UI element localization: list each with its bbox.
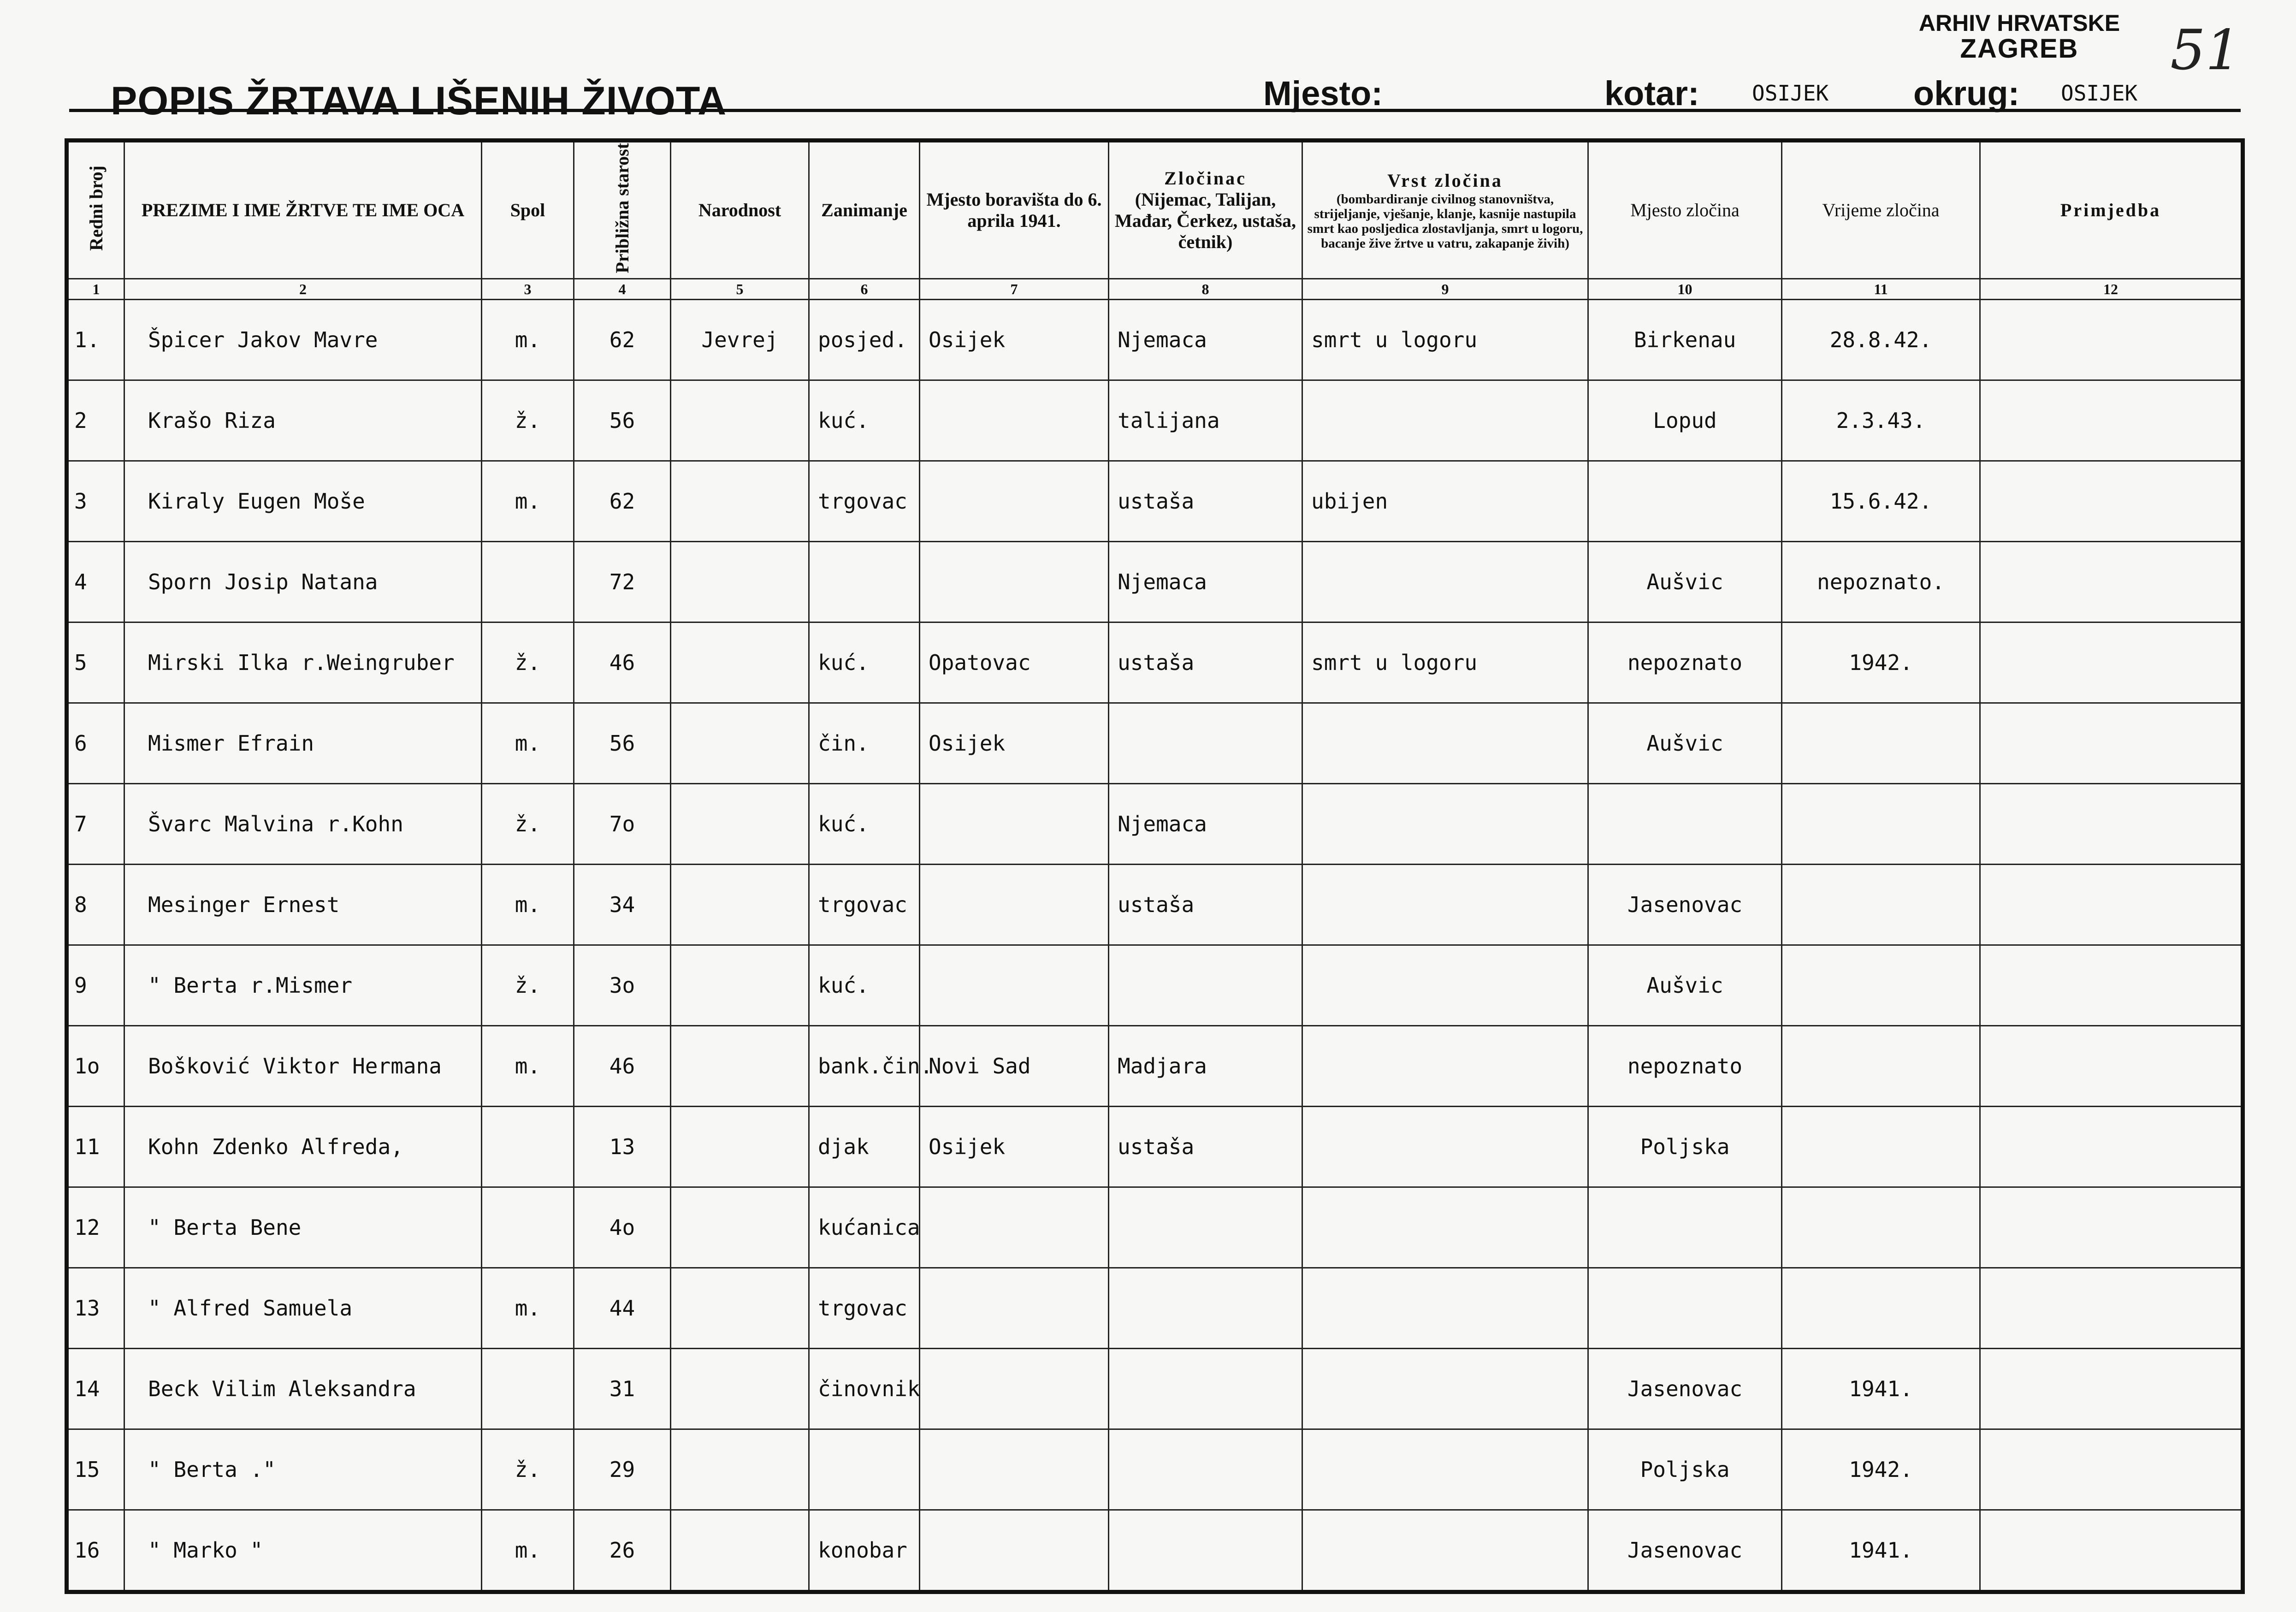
col-primjedba: Primjedba bbox=[1980, 141, 2243, 279]
age-cell: 31 bbox=[574, 1349, 671, 1429]
perpetrator-cell: Madjara bbox=[1109, 1026, 1302, 1107]
residence-cell bbox=[920, 945, 1109, 1026]
perpetrator-cell: Njemaca bbox=[1109, 542, 1302, 622]
row-number: 5 bbox=[67, 622, 124, 703]
age-cell: 13 bbox=[574, 1107, 671, 1187]
row-number: 8 bbox=[67, 865, 124, 945]
victim-name: " Alfred Samuela bbox=[124, 1268, 482, 1349]
victim-name: Bošković Viktor Hermana bbox=[124, 1026, 482, 1107]
age-cell: 56 bbox=[574, 703, 671, 784]
crime-place-cell: nepoznato bbox=[1588, 1026, 1782, 1107]
victim-name: Beck Vilim Aleksandra bbox=[124, 1349, 482, 1429]
col-narodnost: Narodnost bbox=[671, 141, 809, 279]
sex-cell: ž. bbox=[482, 784, 574, 865]
note-cell bbox=[1980, 1107, 2243, 1187]
occupation-cell: djak bbox=[809, 1107, 920, 1187]
perpetrator-cell: talijana bbox=[1109, 380, 1302, 461]
crime-type-cell bbox=[1302, 1349, 1588, 1429]
nationality-cell bbox=[671, 1107, 809, 1187]
occupation-cell: činovnik bbox=[809, 1349, 920, 1429]
col-mjesto-zlocina: Mjesto zločina bbox=[1588, 141, 1782, 279]
crime-time-cell bbox=[1782, 1026, 1980, 1107]
age-cell: 44 bbox=[574, 1268, 671, 1349]
row-number: 15 bbox=[67, 1429, 124, 1510]
column-number: 11 bbox=[1782, 279, 1980, 300]
victim-name: Mesinger Ernest bbox=[124, 865, 482, 945]
column-number: 12 bbox=[1980, 279, 2243, 300]
col-zlocinac bbox=[1109, 141, 1302, 279]
victim-name: Sporn Josip Natana bbox=[124, 542, 482, 622]
crime-time-cell: 1941. bbox=[1782, 1510, 1980, 1592]
sex-cell bbox=[482, 542, 574, 622]
residence-cell bbox=[920, 1429, 1109, 1510]
age-cell: 34 bbox=[574, 865, 671, 945]
column-number: 10 bbox=[1588, 279, 1782, 300]
perpetrator-cell: ustaša bbox=[1109, 865, 1302, 945]
row-number: 7 bbox=[67, 784, 124, 865]
perpetrator-cell bbox=[1109, 1187, 1302, 1268]
residence-cell bbox=[920, 1510, 1109, 1592]
note-cell bbox=[1980, 380, 2243, 461]
crime-place-cell: Aušvic bbox=[1588, 945, 1782, 1026]
residence-cell bbox=[920, 461, 1109, 542]
note-cell bbox=[1980, 865, 2243, 945]
table-row bbox=[67, 865, 2243, 945]
col-spol: Spol bbox=[482, 141, 574, 279]
table-row bbox=[67, 1349, 2243, 1429]
crime-time-cell: 1942. bbox=[1782, 1429, 1980, 1510]
nationality-cell bbox=[671, 461, 809, 542]
sex-cell: m. bbox=[482, 461, 574, 542]
note-cell bbox=[1980, 784, 2243, 865]
kotar-label: kotar: bbox=[1604, 74, 1699, 113]
note-cell bbox=[1980, 300, 2243, 380]
nationality-cell bbox=[671, 622, 809, 703]
age-cell: 46 bbox=[574, 1026, 671, 1107]
table-row bbox=[67, 1107, 2243, 1187]
note-cell bbox=[1980, 622, 2243, 703]
nationality-cell bbox=[671, 703, 809, 784]
sex-cell bbox=[482, 1187, 574, 1268]
note-cell bbox=[1980, 1187, 2243, 1268]
crime-time-cell: nepoznato. bbox=[1782, 542, 1980, 622]
age-cell: 29 bbox=[574, 1429, 671, 1510]
crime-time-cell bbox=[1782, 784, 1980, 865]
crime-type-cell bbox=[1302, 703, 1588, 784]
age-cell: 26 bbox=[574, 1510, 671, 1592]
table-row bbox=[67, 703, 2243, 784]
age-cell: 62 bbox=[574, 300, 671, 380]
crime-type-cell bbox=[1302, 1429, 1588, 1510]
occupation-cell: kuć. bbox=[809, 784, 920, 865]
crime-place-cell: nepoznato bbox=[1588, 622, 1782, 703]
column-number: 3 bbox=[482, 279, 574, 300]
residence-cell bbox=[920, 380, 1109, 461]
perpetrator-cell bbox=[1109, 1268, 1302, 1349]
occupation-cell: trgovac bbox=[809, 865, 920, 945]
nationality-cell bbox=[671, 945, 809, 1026]
column-number: 2 bbox=[124, 279, 482, 300]
row-number: 16 bbox=[67, 1510, 124, 1592]
note-cell bbox=[1980, 1026, 2243, 1107]
note-cell bbox=[1980, 703, 2243, 784]
occupation-cell: bank.čin. bbox=[809, 1026, 920, 1107]
residence-cell: Osijek bbox=[920, 703, 1109, 784]
crime-type-cell bbox=[1302, 945, 1588, 1026]
sex-cell: m. bbox=[482, 1268, 574, 1349]
crime-time-cell bbox=[1782, 703, 1980, 784]
crime-type-cell bbox=[1302, 542, 1588, 622]
crime-type-cell bbox=[1302, 1107, 1588, 1187]
victim-name: Krašo Riza bbox=[124, 380, 482, 461]
occupation-cell bbox=[809, 542, 920, 622]
residence-cell bbox=[920, 1349, 1109, 1429]
nationality-cell bbox=[671, 784, 809, 865]
victim-name: Mismer Efrain bbox=[124, 703, 482, 784]
column-number-row bbox=[67, 279, 2243, 300]
crime-type-cell: ubijen bbox=[1302, 461, 1588, 542]
note-cell bbox=[1980, 1510, 2243, 1592]
age-cell: 56 bbox=[574, 380, 671, 461]
table-row bbox=[67, 622, 2243, 703]
column-number: 6 bbox=[809, 279, 920, 300]
age-cell: 3o bbox=[574, 945, 671, 1026]
column-number: 7 bbox=[920, 279, 1109, 300]
col-vrst bbox=[1302, 141, 1588, 279]
perpetrator-cell bbox=[1109, 945, 1302, 1026]
col-zlocinac-detail: (Nijemac, Talijan, Mađar, Čerkez, ustaša, četnik) bbox=[1115, 189, 1296, 252]
crime-time-cell: 28.8.42. bbox=[1782, 300, 1980, 380]
row-number: 3 bbox=[67, 461, 124, 542]
col-zanimanje: Zanimanje bbox=[809, 141, 920, 279]
occupation-cell bbox=[809, 1429, 920, 1510]
note-cell bbox=[1980, 945, 2243, 1026]
col-vrst-detail: (bombardiranje civilnog stanovništva, strijeljanje, vješanje, klanje, kasnije nastupila smrt kao posljedica zlostavljanja, smrt u logoru, bacanje žive žrtve u vatru, zakapanje živih) bbox=[1307, 192, 1583, 251]
column-number: 4 bbox=[574, 279, 671, 300]
victims-table bbox=[65, 138, 2245, 1594]
sex-cell: m. bbox=[482, 1026, 574, 1107]
crime-place-cell: Birkenau bbox=[1588, 300, 1782, 380]
age-cell: 62 bbox=[574, 461, 671, 542]
occupation-cell: čin. bbox=[809, 703, 920, 784]
perpetrator-cell: ustaša bbox=[1109, 461, 1302, 542]
victim-name: " Berta Bene bbox=[124, 1187, 482, 1268]
row-number: 13 bbox=[67, 1268, 124, 1349]
crime-place-cell bbox=[1588, 461, 1782, 542]
header-rule bbox=[69, 109, 2241, 112]
mjesto-label: Mjesto: bbox=[1263, 74, 1383, 113]
table-row bbox=[67, 1268, 2243, 1349]
note-cell bbox=[1980, 1268, 2243, 1349]
col-vrijeme-zlocina: Vrijeme zločina bbox=[1782, 141, 1980, 279]
victim-name: " Berta ." bbox=[124, 1429, 482, 1510]
residence-cell: Osijek bbox=[920, 300, 1109, 380]
crime-place-cell: Aušvic bbox=[1588, 703, 1782, 784]
crime-time-cell bbox=[1782, 945, 1980, 1026]
age-cell: 7o bbox=[574, 784, 671, 865]
occupation-cell: posjed. bbox=[809, 300, 920, 380]
perpetrator-cell: Njemaca bbox=[1109, 300, 1302, 380]
perpetrator-cell bbox=[1109, 1429, 1302, 1510]
residence-cell: Opatovac bbox=[920, 622, 1109, 703]
occupation-cell: konobar bbox=[809, 1510, 920, 1592]
occupation-cell: kuć. bbox=[809, 380, 920, 461]
occupation-cell: kuć. bbox=[809, 945, 920, 1026]
victim-name: " Marko " bbox=[124, 1510, 482, 1592]
row-number: 6 bbox=[67, 703, 124, 784]
victim-name: Špicer Jakov Mavre bbox=[124, 300, 482, 380]
occupation-cell: kuć. bbox=[809, 622, 920, 703]
perpetrator-cell: Njemaca bbox=[1109, 784, 1302, 865]
crime-type-cell bbox=[1302, 784, 1588, 865]
row-number: 12 bbox=[67, 1187, 124, 1268]
residence-cell bbox=[920, 784, 1109, 865]
row-number: 4 bbox=[67, 542, 124, 622]
victim-name: Kohn Zdenko Alfreda, bbox=[124, 1107, 482, 1187]
crime-time-cell: 1941. bbox=[1782, 1349, 1980, 1429]
crime-time-cell: 1942. bbox=[1782, 622, 1980, 703]
table-row bbox=[67, 945, 2243, 1026]
nationality-cell bbox=[671, 380, 809, 461]
occupation-cell: trgovac bbox=[809, 461, 920, 542]
nationality-cell: Jevrej bbox=[671, 300, 809, 380]
archive-stamp-line2: ZAGREB bbox=[1960, 34, 2079, 64]
nationality-cell bbox=[671, 1187, 809, 1268]
residence-cell: Novi Sad bbox=[920, 1026, 1109, 1107]
note-cell bbox=[1980, 1349, 2243, 1429]
sex-cell bbox=[482, 1107, 574, 1187]
header-row bbox=[67, 141, 2243, 279]
table-row bbox=[67, 380, 2243, 461]
crime-type-cell bbox=[1302, 1268, 1588, 1349]
crime-time-cell bbox=[1782, 1268, 1980, 1349]
note-cell bbox=[1980, 542, 2243, 622]
okrug-value: OSIJEK bbox=[2061, 81, 2138, 106]
column-number: 9 bbox=[1302, 279, 1588, 300]
col-redni-broj-label: Redni broj bbox=[85, 165, 107, 251]
table-row bbox=[67, 1026, 2243, 1107]
sex-cell: ž. bbox=[482, 945, 574, 1026]
crime-place-cell bbox=[1588, 1187, 1782, 1268]
crime-place-cell: Poljska bbox=[1588, 1107, 1782, 1187]
folio-number: 51 bbox=[2170, 18, 2241, 83]
victim-name: Kiraly Eugen Moše bbox=[124, 461, 482, 542]
residence-cell bbox=[920, 542, 1109, 622]
residence-cell bbox=[920, 1187, 1109, 1268]
row-number: 11 bbox=[67, 1107, 124, 1187]
note-cell bbox=[1980, 1429, 2243, 1510]
age-cell: 4o bbox=[574, 1187, 671, 1268]
perpetrator-cell: ustaša bbox=[1109, 622, 1302, 703]
crime-type-cell bbox=[1302, 1026, 1588, 1107]
col-redni-broj bbox=[67, 141, 124, 279]
crime-time-cell bbox=[1782, 865, 1980, 945]
nationality-cell bbox=[671, 1349, 809, 1429]
col-prezime: PREZIME I IME ŽRTVE TE IME OCA bbox=[124, 141, 482, 279]
col-starost bbox=[574, 141, 671, 279]
perpetrator-cell bbox=[1109, 1349, 1302, 1429]
perpetrator-cell bbox=[1109, 1510, 1302, 1592]
nationality-cell bbox=[671, 1268, 809, 1349]
crime-time-cell bbox=[1782, 1107, 1980, 1187]
row-number: 14 bbox=[67, 1349, 124, 1429]
crime-type-cell bbox=[1302, 380, 1588, 461]
sex-cell bbox=[482, 1349, 574, 1429]
nationality-cell bbox=[671, 1510, 809, 1592]
residence-cell bbox=[920, 1268, 1109, 1349]
table-row bbox=[67, 1429, 2243, 1510]
nationality-cell bbox=[671, 865, 809, 945]
table-row bbox=[67, 784, 2243, 865]
victim-name: Mirski Ilka r.Weingruber bbox=[124, 622, 482, 703]
crime-place-cell bbox=[1588, 784, 1782, 865]
row-number: 1o bbox=[67, 1026, 124, 1107]
sex-cell: ž. bbox=[482, 1429, 574, 1510]
table-row bbox=[67, 1187, 2243, 1268]
residence-cell: Osijek bbox=[920, 1107, 1109, 1187]
sex-cell: m. bbox=[482, 703, 574, 784]
table-row bbox=[67, 300, 2243, 380]
sex-cell: m. bbox=[482, 1510, 574, 1592]
col-vrst-title: Vrst zločina bbox=[1387, 170, 1503, 191]
nationality-cell bbox=[671, 1026, 809, 1107]
perpetrator-cell: ustaša bbox=[1109, 1107, 1302, 1187]
crime-type-cell bbox=[1302, 865, 1588, 945]
crime-type-cell bbox=[1302, 1510, 1588, 1592]
crime-place-cell bbox=[1588, 1268, 1782, 1349]
nationality-cell bbox=[671, 542, 809, 622]
sex-cell: ž. bbox=[482, 622, 574, 703]
crime-type-cell bbox=[1302, 1187, 1588, 1268]
table-row bbox=[67, 1510, 2243, 1592]
crime-place-cell: Jasenovac bbox=[1588, 1349, 1782, 1429]
kotar-value: OSIJEK bbox=[1752, 81, 1829, 106]
crime-time-cell: 2.3.43. bbox=[1782, 380, 1980, 461]
column-number: 1 bbox=[67, 279, 124, 300]
victim-name: Švarc Malvina r.Kohn bbox=[124, 784, 482, 865]
crime-place-cell: Aušvic bbox=[1588, 542, 1782, 622]
col-starost-label: Približna starost bbox=[611, 142, 633, 273]
note-cell bbox=[1980, 461, 2243, 542]
victim-name: " Berta r.Mismer bbox=[124, 945, 482, 1026]
sex-cell: m. bbox=[482, 865, 574, 945]
archive-stamp-line1: ARHIV HRVATSKE bbox=[1918, 10, 2120, 36]
column-number: 8 bbox=[1109, 279, 1302, 300]
crime-place-cell: Jasenovac bbox=[1588, 865, 1782, 945]
crime-time-cell bbox=[1782, 1187, 1980, 1268]
row-number: 1. bbox=[67, 300, 124, 380]
crime-place-cell: Jasenovac bbox=[1588, 1510, 1782, 1592]
crime-time-cell: 15.6.42. bbox=[1782, 461, 1980, 542]
crime-type-cell: smrt u logoru bbox=[1302, 622, 1588, 703]
crime-place-cell: Poljska bbox=[1588, 1429, 1782, 1510]
crime-type-cell: smrt u logoru bbox=[1302, 300, 1588, 380]
age-cell: 72 bbox=[574, 542, 671, 622]
col-boraviste: Mjesto boravišta do 6. aprila 1941. bbox=[920, 141, 1109, 279]
row-number: 9 bbox=[67, 945, 124, 1026]
nationality-cell bbox=[671, 1429, 809, 1510]
table-row bbox=[67, 461, 2243, 542]
perpetrator-cell bbox=[1109, 703, 1302, 784]
age-cell: 46 bbox=[574, 622, 671, 703]
sex-cell: ž. bbox=[482, 380, 574, 461]
row-number: 2 bbox=[67, 380, 124, 461]
col-zlocinac-title: Zločinac bbox=[1164, 168, 1247, 189]
occupation-cell: trgovac bbox=[809, 1268, 920, 1349]
occupation-cell: kućanica bbox=[809, 1187, 920, 1268]
okrug-label: okrug: bbox=[1913, 74, 2020, 113]
form-title: POPIS ŽRTAVA LIŠENIH ŽIVOTA bbox=[111, 79, 727, 123]
residence-cell bbox=[920, 865, 1109, 945]
column-number: 5 bbox=[671, 279, 809, 300]
crime-place-cell: Lopud bbox=[1588, 380, 1782, 461]
sex-cell: m. bbox=[482, 300, 574, 380]
archive-stamp bbox=[1876, 10, 2162, 62]
table-row bbox=[67, 542, 2243, 622]
